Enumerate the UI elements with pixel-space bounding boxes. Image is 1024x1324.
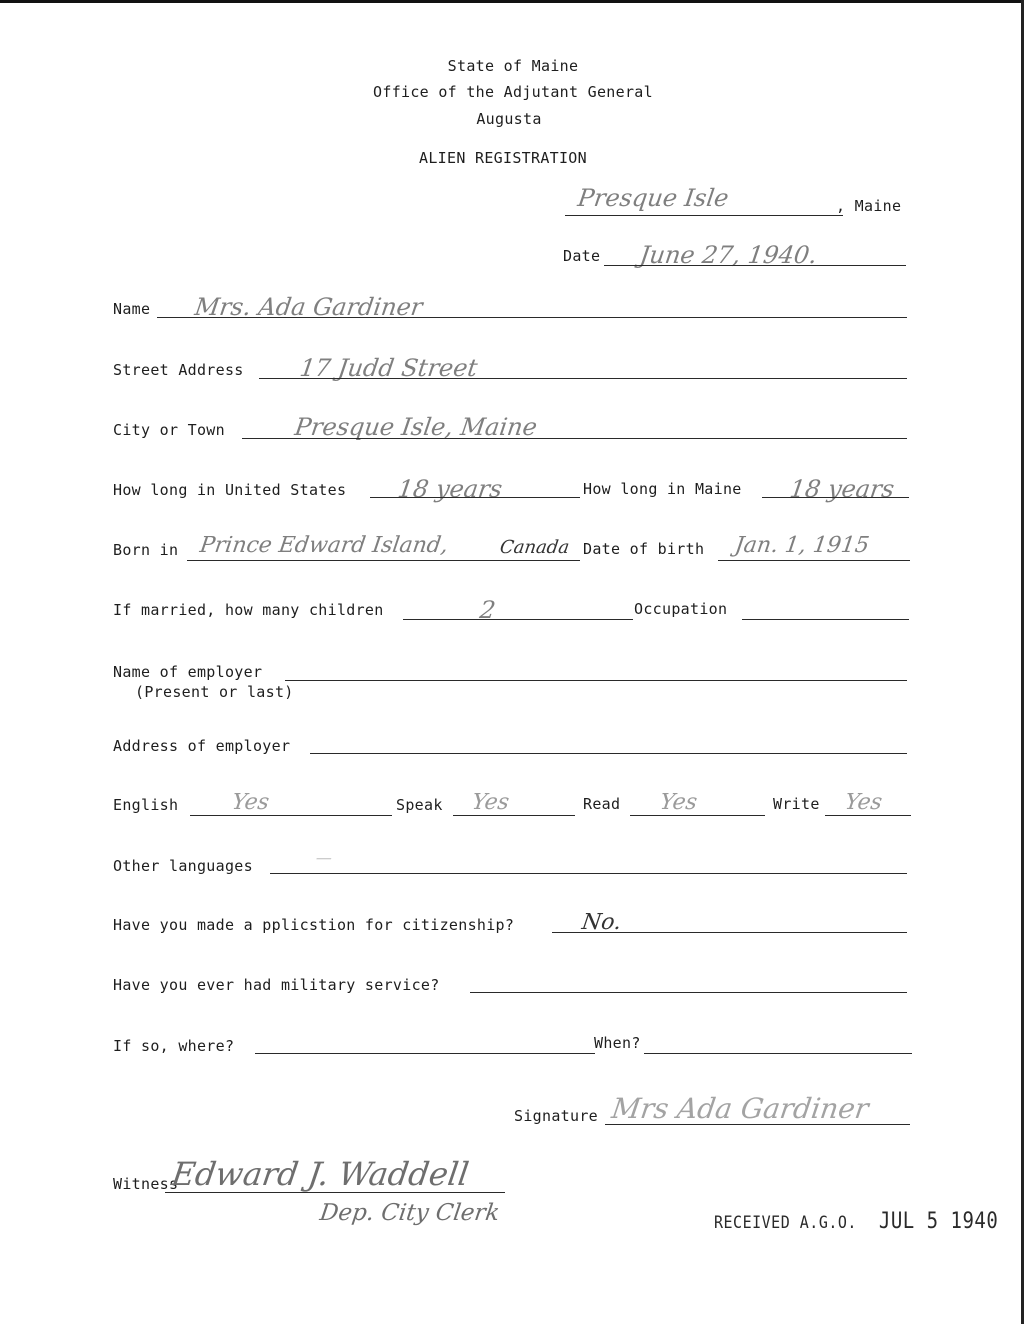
witness-label: Witness [113, 1175, 179, 1193]
street-address-value: 17 Judd Street [298, 354, 480, 382]
write-value: Yes [843, 790, 884, 815]
how-long-us-label: How long in United States [113, 481, 347, 499]
other-languages-value: — [314, 848, 334, 867]
received-stamp-date: JUL 5 1940 [878, 1208, 999, 1234]
occupation-line [742, 619, 909, 620]
date-line [604, 265, 906, 266]
header-office: Office of the Adjutant General [373, 83, 653, 101]
citizenship-value: No. [580, 910, 623, 935]
how-long-us-value: 18 years [396, 475, 504, 503]
write-line [825, 815, 911, 816]
read-label: Read [583, 795, 621, 813]
children-value: 2 [478, 596, 498, 624]
if-so-where-label: If so, where? [113, 1037, 235, 1055]
received-stamp-prefix: RECEIVED A.G.O. [714, 1211, 857, 1233]
employer-address-label: Address of employer [113, 737, 291, 755]
date-of-birth-value: Jan. 1, 1915 [733, 533, 871, 558]
born-in-label: Born in [113, 541, 179, 559]
when-line [644, 1053, 912, 1054]
name-value: Mrs. Ada Gardiner [193, 293, 425, 321]
born-in-line [187, 560, 580, 561]
employer-address-line [310, 753, 907, 754]
speak-label: Speak [396, 796, 443, 814]
date-value: June 27, 1940. [638, 241, 819, 269]
city-town-label: City or Town [113, 421, 225, 439]
how-long-maine-line [762, 497, 909, 498]
occupation-label: Occupation [634, 600, 728, 618]
english-label: English [113, 796, 179, 814]
witness-line [165, 1192, 505, 1193]
street-address-line [259, 378, 907, 379]
write-label: Write [773, 795, 820, 813]
witness-signature: Edward J. Waddell [169, 1155, 472, 1193]
how-long-us-line [370, 497, 580, 498]
read-line [630, 815, 765, 816]
english-line [190, 815, 392, 816]
employer-line [285, 680, 907, 681]
how-long-maine-label: How long in Maine [583, 480, 742, 498]
how-long-maine-value: 18 years [788, 475, 896, 503]
name-label: Name [113, 300, 151, 318]
children-line [403, 619, 633, 620]
form-title: ALIEN REGISTRATION [419, 149, 587, 167]
street-address-label: Street Address [113, 361, 244, 379]
scan-border-top [0, 0, 1024, 3]
place-value: Presque Isle [576, 184, 731, 212]
signature-value: Mrs Ada Gardiner [609, 1092, 871, 1125]
signature-label: Signature [514, 1107, 598, 1125]
english-value: Yes [230, 790, 271, 815]
place-line [565, 215, 843, 216]
other-languages-label: Other languages [113, 857, 253, 875]
other-languages-line [270, 873, 907, 874]
witness-title: Dep. City Clerk [318, 1200, 502, 1226]
date-of-birth-label: Date of birth [583, 540, 705, 558]
employer-label: Name of employer [113, 663, 263, 681]
citizenship-label: Have you made a pplicstion for citizenship? [113, 916, 515, 934]
children-label: If married, how many children [113, 601, 384, 619]
employer-sub-label: (Present or last) [135, 683, 294, 701]
header-city: Augusta [476, 110, 542, 128]
city-town-value: Presque Isle, Maine [293, 413, 539, 441]
military-line [470, 992, 907, 993]
date-label: Date [563, 247, 601, 265]
read-value: Yes [658, 790, 699, 815]
name-line [157, 317, 907, 318]
received-stamp [714, 1208, 998, 1233]
speak-value: Yes [470, 790, 511, 815]
military-label: Have you ever had military service? [113, 976, 440, 994]
citizenship-line [552, 932, 907, 933]
place-suffix: , Maine [836, 197, 902, 215]
when-label: When? [594, 1034, 641, 1052]
date-of-birth-line [718, 560, 910, 561]
born-in-value: Prince Edward Island, [198, 533, 450, 558]
city-town-line [242, 438, 907, 439]
if-so-where-line [255, 1053, 595, 1054]
header-state: State of Maine [447, 57, 579, 75]
signature-line [605, 1124, 910, 1125]
speak-line [453, 815, 575, 816]
born-in-country: Canada [498, 537, 571, 558]
